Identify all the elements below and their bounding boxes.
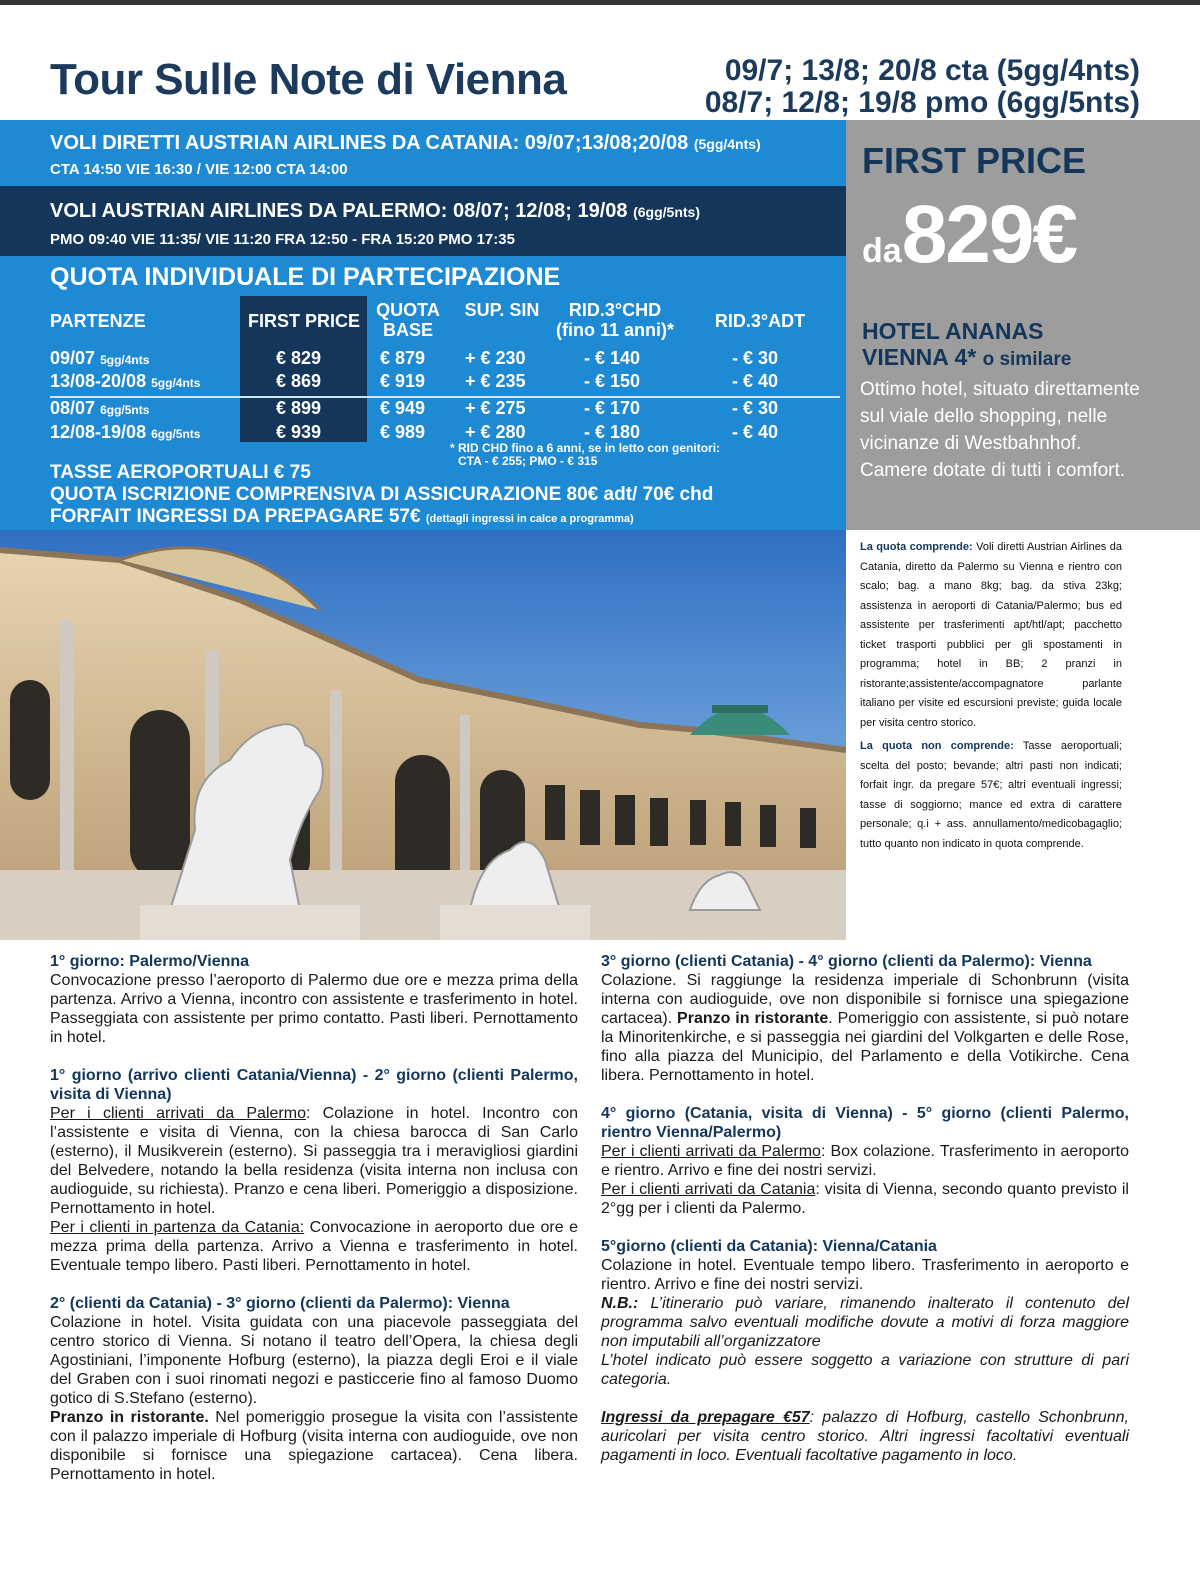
row-quota-base: € 919 xyxy=(380,371,426,391)
row-nights: 6gg/5nts xyxy=(100,403,150,417)
row-rid-chd: - € 150 xyxy=(584,371,641,391)
quota-non-comprende: La quota non comprende: Tasse aeroportuali; scelta del posto; bevande; altri pasti non indicati; forfait ingr. da pregare 57€; altri eventuali ingressi; tasse di soggiorno; mance ed extra di carattere personale; q.i + ass. annullamento/medicobagaglio; tutto quanto non indicato in quota comprende. xyxy=(860,740,1122,850)
row-date: 09/07 xyxy=(50,348,96,368)
th-sup-sin: SUP. SIN xyxy=(464,300,540,320)
row-nights: 5gg/4nts xyxy=(100,353,150,367)
itinerary-day: 2° (clienti da Catania) - 3° giorno (clienti da Palermo): Vienna Colazione in hotel. Visita guidata con una piacevole passeggiata del centro storico di Vienna. Si notano il teatro dell’Opera, la chiesa degli Agostiniani, l’imponente Hofburg (esterno), la piazza degli Eroi e il viale del Graben con i suoi rinomati negozi e pasticcerie fino al famoso Duomo gotico di S.Stefano (esterno). Pranzo in ristorante. Nel pomeriggio prosegue la visita con l’assistente con il palazzo imperiale di Hofburg (visita interna con audioguide, ove non disponibile si fornisce una spiegazione cartacea). Cena libera. Pernottamento in hotel. xyxy=(50,1295,578,1483)
row-first-price: € 829 xyxy=(276,348,322,368)
day-title: 1° giorno (arrivo clienti Catania/Vienna) - 2° giorno (clienti Palermo, visita di Vienna) xyxy=(50,1067,578,1103)
th-rid-chd: RID.3°CHD (fino 11 anni)* xyxy=(555,300,674,340)
row-rid-chd: - € 180 xyxy=(584,422,641,442)
tour-dates xyxy=(705,55,1140,119)
page-title: Tour Sulle Note di Vienna xyxy=(50,55,567,104)
day-title: 5°giorno (clienti da Catania): Vienna/Catania xyxy=(601,1238,937,1255)
row-separator xyxy=(50,396,840,398)
top-border xyxy=(0,0,1200,5)
row-sup-sin: + € 230 xyxy=(465,348,526,368)
first-price-label: FIRST PRICE xyxy=(862,140,1087,181)
palermo-flights-band xyxy=(0,186,846,256)
row-date: 08/07 xyxy=(50,398,96,418)
th-rid-adt: RID.3°ADT xyxy=(714,311,806,331)
day-title: 4° giorno (Catania, visita di Vienna) - 5° giorno (clienti Palermo, rientro Vienna/Palermo) xyxy=(601,1105,1129,1141)
itinerary-day: 1° giorno (arrivo clienti Catania/Vienna) - 2° giorno (clienti Palermo, visita di Vienna) Per i clienti arrivati da Palermo: Colazione in hotel. Incontro con l’assistente e visita di Vienna, con la chiesa barocca di San Carlo (esterno), il Musikverein (esterno). Si passeggia tra i meravigliosi giardini del Belvedere, notando la bella residenza (visita interna non inclusa con audioguide, su richiesta). Pranzo e cena liberi. Pomeriggio a disposizione. Pernottamento in hotel. Per i clienti in partenza da Catania: Convocazione in aeroporto due ore e mezza prima della partenza. Arrivo a Vienna e trasferimento in hotel. Eventuale tempo libero. Pasti liberi. Pernottamento in hotel. xyxy=(50,1067,579,1274)
hotel-name: HOTEL ANANAS VIENNA 4* o similare xyxy=(862,318,1072,370)
th-partenze: PARTENZE xyxy=(50,311,146,331)
row-rid-adt: - € 30 xyxy=(732,398,779,418)
registration-fee: QUOTA ISCRIZIONE COMPRENSIVA DI ASSICURAZIONE 80€ adt/ 70€ chd xyxy=(50,484,714,505)
day-title: 3° giorno (clienti Catania) - 4° giorno (clienti da Palermo): Vienna xyxy=(601,953,1092,970)
row-first-price: € 939 xyxy=(276,422,322,442)
vienna-palace-photo xyxy=(0,530,846,940)
th-quota-base: QUOTA BASE xyxy=(376,300,440,340)
itinerary-day: 1° giorno: Palermo/Vienna Convocazione presso l’aeroporto di Palermo due ore e mezza prima della partenza. Arrivo a Vienna, incontro con assistente e trasferimento in hotel. Passeggiata con assistente per primo contatto. Pasti liberi. Pernottamento in hotel. xyxy=(50,953,578,1046)
entrance-forfait: FORFAIT INGRESSI DA PREPAGARE 57€ (dettagli ingressi in calce a programma) xyxy=(50,506,634,527)
row-sup-sin: + € 280 xyxy=(465,422,526,442)
palermo-flights-title: VOLI AUSTRIAN AIRLINES DA PALERMO: 08/07; 12/08; 19/08 (6gg/5nts) xyxy=(50,200,700,222)
row-rid-chd: - € 140 xyxy=(584,348,641,368)
row-sup-sin: + € 235 xyxy=(465,371,526,391)
row-sup-sin: + € 275 xyxy=(465,398,526,418)
itinerary-day: 5°giorno (clienti da Catania): Vienna/Catania Colazione in hotel. Eventuale tempo libero. Trasferimento in aeroporto e rientro. Arrivo e fine dei nostri servizi. N.B.: L’itinerario può variare, rimanendo inalterato il contenuto del programma salvo eventuali modifiche dovute a motivi di forza maggiore non imputabili all’organizzatore L’hotel indicato può essere soggetto a variazione con strutture di pari categoria. xyxy=(601,1238,1129,1388)
row-rid-adt: - € 30 xyxy=(732,348,779,368)
itinerary-day: 4° giorno (Catania, visita di Vienna) - 5° giorno (clienti Palermo, rientro Vienna/Palermo) Per i clienti arrivati da Palermo: Box colazione. Trasferimento in aeroporto e rientro. Arrivo e fine dei nostri servizi. Per i clienti arrivati da Catania: visita di Vienna, secondo quanto previsto il 2°gg per i clienti da Palermo. xyxy=(601,1105,1130,1217)
catania-flights-times: CTA 14:50 VIE 16:30 / VIE 12:00 CTA 14:00 xyxy=(50,161,348,178)
th-first-price: FIRST PRICE xyxy=(247,311,360,331)
row-date: 12/08-19/08 xyxy=(50,422,147,442)
fees-block xyxy=(50,462,713,530)
dates-palermo: 08/7; 12/8; 19/8 pmo (6gg/5nts) xyxy=(704,86,1140,119)
row-first-price: € 899 xyxy=(276,398,322,418)
row-date: 13/08-20/08 xyxy=(50,371,147,391)
pricing-panel xyxy=(0,120,846,530)
palermo-flights-times: PMO 09:40 VIE 11:35/ VIE 11:20 FRA 12:50 - FRA 15:20 PMO 17:35 xyxy=(50,231,515,248)
row-quota-base: € 879 xyxy=(380,348,426,368)
row-rid-chd: - € 170 xyxy=(584,398,641,418)
quota-comprende: La quota comprende: Voli diretti Austrian Airlines da Catania, diretto da Palermo su Vienna e rientro con scalo; bag. a mano 8kg; bag. da stiva 23kg; assistenza in aeroporti di Catania/Palermo; bus ed assistente per trasferimenti apt/htl/apt; pacchetto ticket trasporti pubblici per gli spostamenti in programma; hotel in BB; 2 pranzi in ristorante;assistente/accompagnatore parlante italiano per visite ed escursioni previste; guida locale per visita centro storico. xyxy=(860,541,1122,729)
row-rid-adt: - € 40 xyxy=(732,371,779,391)
day-title: 1° giorno: Palermo/Vienna xyxy=(50,953,250,970)
hotel-description: Ottimo hotel, situato direttamente sul viale dello shopping, nelle vicinanze di Westbahnhof. Camere dotate di tutti i comfort. xyxy=(860,379,1140,481)
itinerary-left-column xyxy=(50,952,578,1503)
row-nights: 6gg/5nts xyxy=(151,427,201,441)
chd-note: * RID CHD fino a 6 anni, se in letto con genitori: CTA - € 255; PMO - € 315 xyxy=(450,441,721,468)
row-quota-base: € 989 xyxy=(380,422,426,442)
catania-flights-title: VOLI DIRETTI AUSTRIAN AIRLINES DA CATANIA: 09/07;13/08;20/08 (5gg/4nts) xyxy=(50,132,761,154)
inclusions-sidebar xyxy=(860,538,1122,854)
row-quota-base: € 949 xyxy=(380,398,426,418)
catania-flights-band xyxy=(0,120,846,186)
row-rid-adt: - € 40 xyxy=(732,422,779,442)
row-first-price: € 869 xyxy=(276,371,322,391)
ingressi-note: Ingressi da prepagare €57: palazzo di Hofburg, castello Schonbrunn, auricolari per visita centro storico. Altri ingressi facoltativi eventuali pagamenti in loco. Eventuali facoltative pagamento in loco. xyxy=(601,1409,1129,1464)
nb-label: N.B.: xyxy=(601,1295,639,1312)
dates-catania: 09/7; 13/8; 20/8 cta (5gg/4nts) xyxy=(724,54,1140,87)
itinerary-right-column xyxy=(601,952,1129,1484)
row-nights: 5gg/4nts xyxy=(151,376,201,390)
airport-taxes: TASSE AEROPORTUALI € 75 xyxy=(50,462,311,483)
first-price-value: da829€ xyxy=(862,189,1077,280)
day-title: 2° (clienti da Catania) - 3° giorno (clienti da Palermo): Vienna xyxy=(50,1295,510,1312)
itinerary-day: 3° giorno (clienti Catania) - 4° giorno (clienti da Palermo): Vienna Colazione. Si raggiunge la residenza imperiale di Schonbrunn (visita interna con audioguide, ove non disponibile si fornisce una spiegazione cartacea). Pranzo in ristorante. Pomeriggio con assistente, si può notare la Minoritenkirche, e si passeggia nei giardini del Volkgarten e delle Rose, fino alla piazza del Municipio, del Parlamento e della Votikirche. Cena libera. Pernottamento in hotel. xyxy=(601,953,1129,1084)
quota-title: QUOTA INDIVIDUALE DI PARTECIPAZIONE xyxy=(50,263,561,291)
